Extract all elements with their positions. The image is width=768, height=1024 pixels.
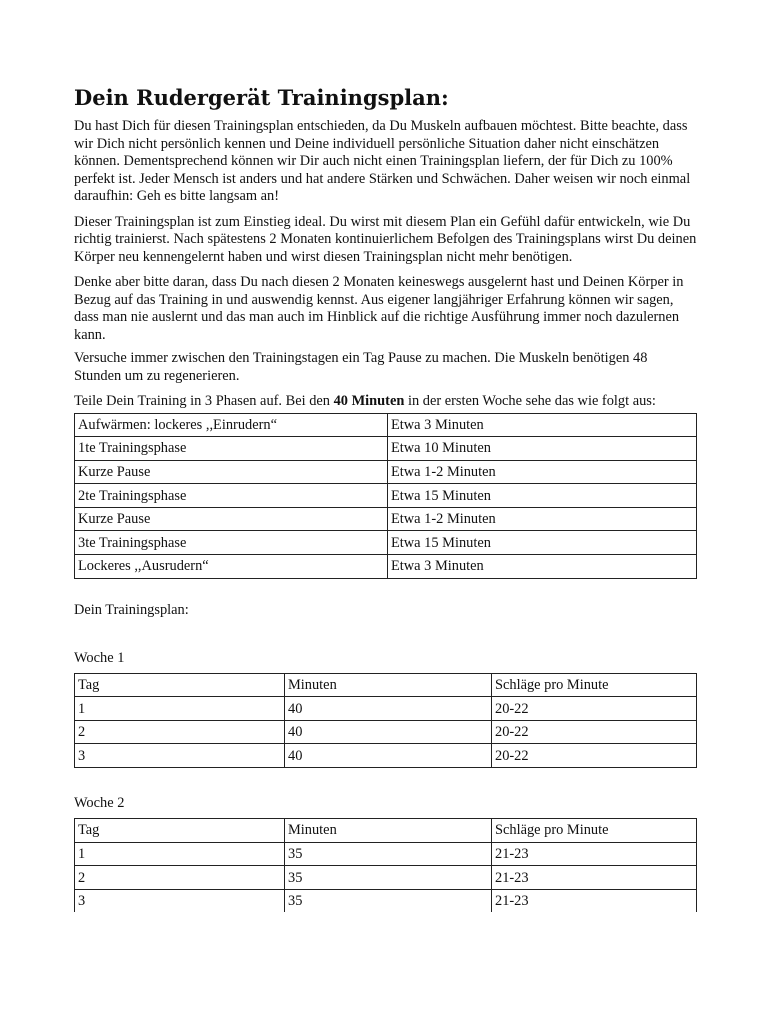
table-row	[75, 437, 697, 461]
intro-paragraph-2: Dieser Trainingsplan ist zum Einstieg ideal. Du wirst mit diesem Plan ein Gefühl dafür entwickeln, wie Du richtig trainierst. Nach spätestens 2 Monaten kontinuierlichem Befolgen des Trainingsplans wirst Du deinen Körper neu kennengelernt haben und wirst diesen Trainingsplan nicht mehr benötigen.	[74, 213, 697, 265]
phase-duration: Etwa 3 Minuten	[388, 555, 697, 579]
cell-minuten: 40	[285, 720, 492, 744]
phase-name: 1te Trainingsphase	[75, 437, 388, 461]
phase-name: Lockeres ,,Ausrudern“	[75, 555, 388, 579]
column-header-minuten: Minuten	[285, 819, 492, 843]
column-header-tag: Tag	[75, 673, 285, 697]
table-row	[75, 842, 697, 866]
table-row	[75, 460, 697, 484]
table-row	[75, 697, 697, 721]
phase-name: 3te Trainingsphase	[75, 531, 388, 555]
cell-schlaege: 20-22	[492, 744, 697, 768]
week-1-table	[74, 673, 697, 768]
phase-duration: Etwa 1-2 Minuten	[388, 507, 697, 531]
table-row	[75, 531, 697, 555]
cell-minuten: 40	[285, 697, 492, 721]
week-1-label: Woche 1	[74, 649, 125, 666]
phases-table	[74, 413, 697, 579]
phases-intro-before: Teile Dein Training in 3 Phasen auf. Bei den	[74, 393, 334, 409]
intro-paragraph-1: Du hast Dich für diesen Trainingsplan entschieden, da Du Muskeln aufbauen möchtest. Bitte beachte, dass wir Dich nicht persönlich kennen und Deine individuell persönliche Situation daher nicht einschätzen können. Dementsprechend können wir Dir auch nicht einen Trainingsplan liefern, der für Dich zu 100% perfekt ist. Jeder Mensch ist anders und hat andere Stärken und Schwächen. Daher weisen wir noch einmal daraufhin: Geh es bitte langsam an!	[74, 118, 691, 204]
cell-schlaege: 21-23	[492, 889, 697, 912]
table-row	[75, 866, 697, 890]
cell-schlaege: 20-22	[492, 720, 697, 744]
table-row	[75, 744, 697, 768]
phase-duration: Etwa 15 Minuten	[388, 531, 697, 555]
cell-schlaege: 21-23	[492, 842, 697, 866]
table-row	[75, 889, 697, 912]
week-2-table	[74, 818, 697, 912]
cell-tag: 3	[75, 889, 285, 912]
intro-paragraph-4: Versuche immer zwischen den Trainingstagen ein Tag Pause zu machen. Die Muskeln benötigen 48 Stunden um zu regenerieren.	[74, 350, 648, 384]
cell-tag: 2	[75, 866, 285, 890]
table-header-row	[75, 673, 697, 697]
phases-intro-after: in der ersten Woche sehe das wie folgt aus:	[404, 393, 656, 409]
document-page	[74, 84, 698, 912]
table-row	[75, 484, 697, 508]
phase-duration: Etwa 3 Minuten	[388, 413, 697, 437]
table-row	[75, 413, 697, 437]
table-row	[75, 720, 697, 744]
table-header-row	[75, 819, 697, 843]
cell-schlaege: 21-23	[492, 866, 697, 890]
phase-name: Kurze Pause	[75, 507, 388, 531]
cell-minuten: 40	[285, 744, 492, 768]
cell-minuten: 35	[285, 842, 492, 866]
plan-label: Dein Trainingsplan:	[74, 601, 189, 618]
intro-paragraph-3: Denke aber bitte daran, dass Du nach diesen 2 Monaten keineswegs ausgelernt hast und Deinen Körper in Bezug auf das Training in und auswendig kennst. Aus eigener langjähriger Erfahrung können wir sagen, dass man nie auslernt und das man auch im Hinblick auf die richtige Ausführung immer noch dazulernen kann.	[74, 274, 684, 343]
cell-minuten: 35	[285, 889, 492, 912]
phase-duration: Etwa 10 Minuten	[388, 437, 697, 461]
column-header-minuten: Minuten	[285, 673, 492, 697]
table-row	[75, 507, 697, 531]
phase-duration: Etwa 15 Minuten	[388, 484, 697, 508]
cell-schlaege: 20-22	[492, 697, 697, 721]
column-header-schlaege: Schläge pro Minute	[492, 673, 697, 697]
phases-intro	[74, 393, 698, 411]
cell-tag: 1	[75, 697, 285, 721]
phase-name: Kurze Pause	[75, 460, 388, 484]
cell-tag: 1	[75, 842, 285, 866]
cell-tag: 2	[75, 720, 285, 744]
cell-tag: 3	[75, 744, 285, 768]
table-row	[75, 555, 697, 579]
phase-name: Aufwärmen: lockeres ,,Einrudern“	[75, 413, 388, 437]
phase-duration: Etwa 1-2 Minuten	[388, 460, 697, 484]
phase-name: 2te Trainingsphase	[75, 484, 388, 508]
column-header-schlaege: Schläge pro Minute	[492, 819, 697, 843]
week-2-label: Woche 2	[74, 795, 125, 812]
column-header-tag: Tag	[75, 819, 285, 843]
document-title: Dein Rudergerät Trainingsplan:	[74, 85, 449, 110]
cell-minuten: 35	[285, 866, 492, 890]
phases-intro-bold: 40 Minuten	[333, 393, 405, 409]
